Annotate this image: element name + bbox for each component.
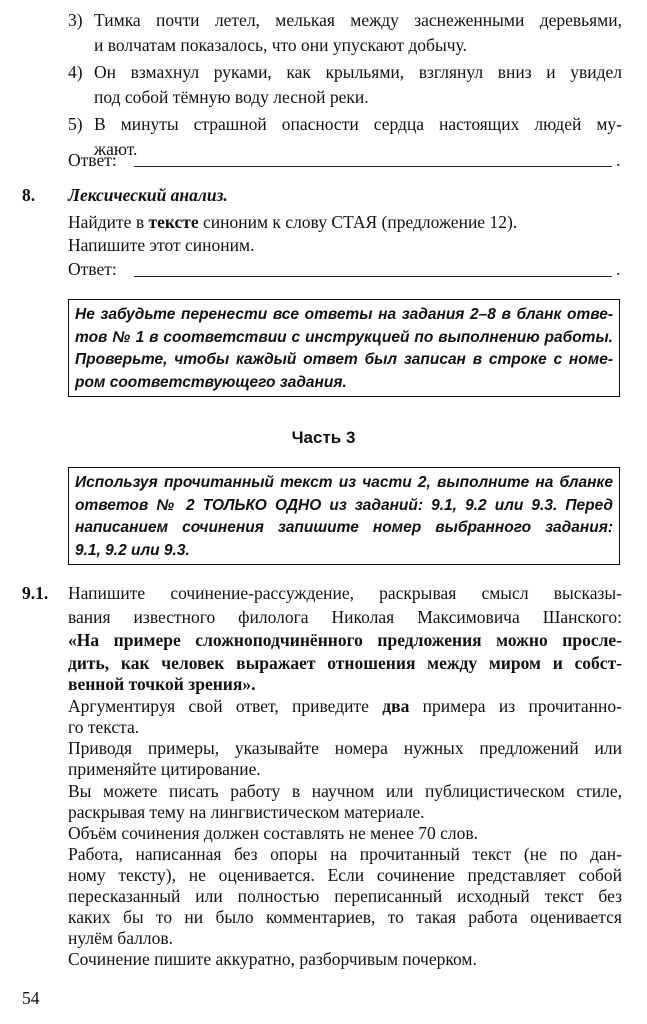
option-number: 3) xyxy=(68,10,83,30)
answer-line[interactable] xyxy=(134,276,612,277)
option-text: и волчатам показалось, что они упускают добычу. xyxy=(94,35,467,55)
task-text: Сочинение пишите аккуратно, разборчивым почерком. xyxy=(68,949,477,969)
task-text: Напишите сочинение-рассуждение, раскрывая смысл высказы- xyxy=(68,583,622,603)
box-line: Проверьте, чтобы каждый ответ был записан в строке с номе- xyxy=(75,351,613,368)
task-text xyxy=(68,211,517,233)
text-bold: тексте xyxy=(148,212,199,232)
quote-text: дить, как человек выражает отношения между миром и собст- xyxy=(68,653,622,673)
task-text: Работа, написанная без опоры на прочитанный текст (не по дан- xyxy=(68,844,622,864)
text: Найдите в xyxy=(68,212,149,232)
option-text: под собой тёмную воду лесной реки. xyxy=(94,87,369,107)
option-number: 5) xyxy=(68,114,83,134)
text: Аргументируя свой ответ, приведите xyxy=(68,696,383,716)
option-text: жают. xyxy=(94,139,138,159)
task-text: Объём сочинения должен составлять не менее 70 слов. xyxy=(68,823,478,843)
task-text: нулём баллов. xyxy=(68,928,173,948)
instructions-box xyxy=(68,467,620,565)
task-number: 9.1. xyxy=(22,583,49,603)
option-number: 4) xyxy=(68,62,83,82)
task-text: применяйте цитирование. xyxy=(68,759,261,779)
text: синоним к слову СТАЯ (предложение 12). xyxy=(198,212,518,232)
option-text: Он взмахнул руками, как крыльями, взглянул вниз и увидел xyxy=(94,62,622,82)
box-line: написанием сочинения запишите номер выбранного задания: xyxy=(75,519,613,536)
task-title: Лексический анализ. xyxy=(68,185,228,205)
task-text: каких бы то ни было комментариев, то такая работа оценивается xyxy=(68,907,622,927)
option-text: Тимка почти летел, мелькая между заснеженными деревьями, xyxy=(94,10,622,30)
option-text: В минуты страшной опасности сердца настоящих людей му- xyxy=(94,114,622,134)
page-number: 54 xyxy=(22,988,40,1008)
reminder-box xyxy=(68,299,620,397)
answer-end: . xyxy=(616,150,621,170)
task-text: ному тексту), не оценивается. Если сочинение представляет собой xyxy=(68,865,622,885)
box-line: Не забудьте перенести все ответы на задания 2–8 в бланк отве- xyxy=(75,306,613,323)
task-text: вания известного филолога Николая Максимовича Шанского: xyxy=(68,607,622,627)
answer-label: Ответ: xyxy=(68,259,117,279)
quote-text: «На примере сложноподчинённого предложения можно просле- xyxy=(68,630,622,650)
task-text: Приводя примеры, указывайте номера нужных предложений или xyxy=(68,738,622,758)
part-title: Часть 3 xyxy=(291,428,356,447)
task-text: Напишите этот синоним. xyxy=(68,235,255,255)
answer-label: Ответ: xyxy=(68,150,117,170)
box-line: ром соответствующего задания. xyxy=(75,373,347,391)
task-text: раскрывая тему на лингвистическом материале. xyxy=(68,802,425,822)
task-number: 8. xyxy=(22,185,36,205)
task-text: го текста. xyxy=(68,717,140,737)
text: примера из прочитанно- xyxy=(409,696,622,716)
box-line: Используя прочитанный текст из части 2, выполните на бланке xyxy=(75,474,613,491)
task-text: пересказанный или полностью переписанный исходный текст без xyxy=(68,886,622,906)
box-line: ответов № 2 ТОЛЬКО ОДНО из заданий: 9.1, 9.2 или 9.3. Перед xyxy=(75,496,613,514)
task-text xyxy=(68,695,622,717)
task-text: Вы можете писать работу в научном или публицистическом стиле, xyxy=(68,781,622,801)
answer-line[interactable] xyxy=(134,166,612,167)
box-line: 9.1, 9.2 или 9.3. xyxy=(75,541,190,559)
box-line: тов № 1 в соответствии с инструкцией по выполнению работы. xyxy=(75,328,613,346)
answer-end: . xyxy=(616,259,621,279)
text-bold: два xyxy=(382,696,410,716)
quote-text: венной точкой зрения». xyxy=(68,674,256,694)
